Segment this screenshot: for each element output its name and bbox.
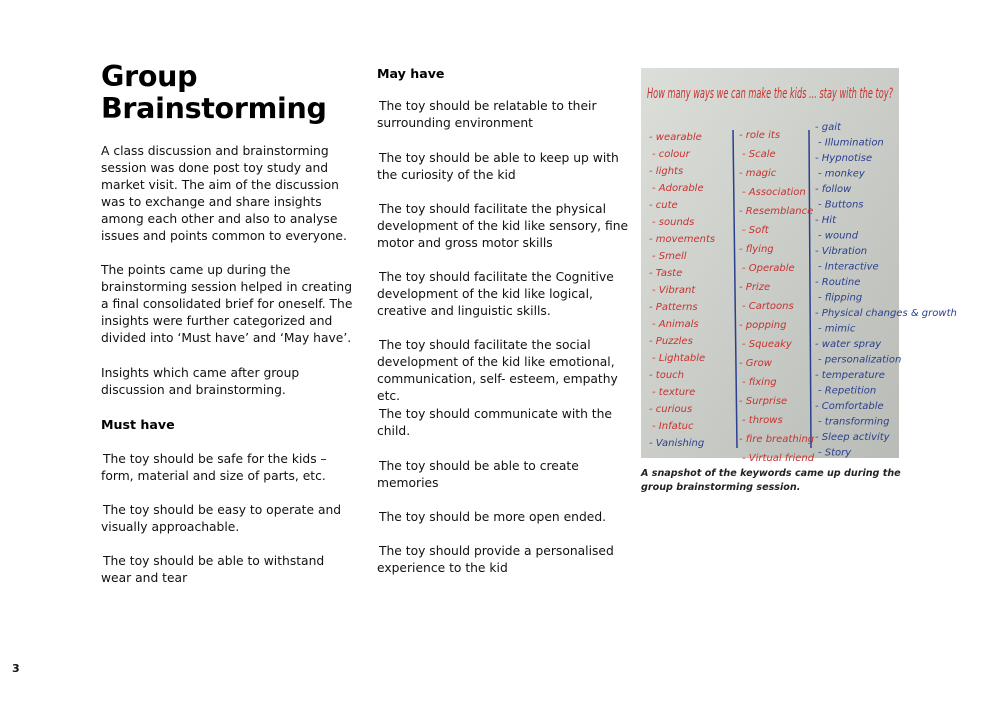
whiteboard-word: - cute [649, 200, 678, 211]
may-have-item: The toy should be able to create memories [377, 459, 579, 491]
whiteboard-drawing [641, 68, 957, 464]
whiteboard-word: - Virtual friend [742, 453, 815, 464]
whiteboard-word: - Cartoons [742, 301, 794, 312]
must-have-item: The toy should be able to withstand wear and tear [101, 554, 325, 586]
whiteboard-word: - transforming [818, 416, 890, 428]
whiteboard-word: - Patterns [649, 302, 698, 313]
whiteboard-word: - Squeaky [742, 339, 792, 350]
whiteboard-word: - gait [815, 122, 841, 133]
whiteboard-word: - Vibration [815, 246, 868, 257]
whiteboard-word: - follow [815, 184, 852, 195]
whiteboard-word: - wearable [649, 132, 702, 143]
whiteboard-word: - Repetition [818, 385, 877, 397]
whiteboard-word: - Taste [649, 268, 683, 279]
whiteboard-word: - Puzzles [649, 336, 693, 347]
page-title: Group Brainstorming [101, 60, 327, 125]
whiteboard-word: - Adorable [652, 183, 704, 194]
whiteboard-word: - Hypnotise [815, 153, 873, 164]
whiteboard-photo [641, 68, 957, 464]
whiteboard-word: - Story [818, 447, 852, 459]
whiteboard-word: - Infatuc [652, 421, 694, 432]
whiteboard-word: - Resemblance [739, 206, 814, 217]
whiteboard-word: - Operable [742, 263, 795, 274]
may-have-item: The toy should be relatable to their surrounding environment [377, 99, 597, 131]
whiteboard-word: - flipping [818, 292, 863, 304]
whiteboard-word: - Animals [652, 319, 699, 330]
whiteboard-word: - personalization [818, 354, 902, 366]
whiteboard-word: - Prize [739, 282, 771, 293]
intro-paragraph-3: Insights which came after group discussion and brainstorming. [101, 366, 300, 398]
whiteboard-word: - colour [652, 149, 690, 160]
whiteboard-word: - Grow [739, 358, 772, 369]
whiteboard-word: - fire breathing [739, 434, 815, 445]
whiteboard-word: - Lightable [652, 353, 706, 364]
whiteboard-word: - temperature [815, 370, 885, 381]
whiteboard-word: - Scale [742, 149, 776, 160]
whiteboard-word: - mimic [818, 323, 856, 335]
may-have-item: The toy should facilitate the social development of the kid like emotional, communication, self- esteem, empathy etc. [377, 338, 618, 404]
whiteboard-word: - texture [652, 387, 696, 398]
whiteboard-word: - throws [742, 415, 783, 426]
whiteboard-word: - Comfortable [815, 401, 884, 412]
whiteboard-word: - Physical changes & growth [815, 308, 957, 319]
whiteboard-word: - Sleep activity [815, 432, 890, 443]
may-have-heading: May have [377, 66, 445, 81]
whiteboard-word: - sounds [652, 217, 695, 228]
whiteboard-word: - Vibrant [652, 285, 696, 296]
may-have-item: The toy should facilitate the Cognitive development of the kid like logical, creative and linguistic skills. [377, 270, 614, 319]
whiteboard-heading: How many ways we can make the kids ... stay with the toy? [647, 86, 894, 102]
whiteboard-word: - popping [739, 320, 787, 331]
may-have-item: The toy should facilitate the physical development of the kid like sensory, fine motor and gross motor skills [377, 202, 629, 251]
whiteboard-word: - flying [739, 244, 774, 255]
whiteboard-word: - Hit [815, 215, 837, 226]
whiteboard-word: - monkey [818, 168, 865, 180]
whiteboard-word: - Buttons [818, 199, 864, 211]
whiteboard-word: - lights [649, 166, 684, 177]
must-have-item: The toy should be easy to operate and visually approachable. [101, 503, 342, 535]
whiteboard-word: - movements [649, 234, 716, 245]
must-have-heading: Must have [101, 417, 175, 432]
whiteboard-word: - Interactive [818, 261, 879, 273]
whiteboard-word: - Surprise [739, 396, 788, 407]
photo-caption: A snapshot of the keywords came up during the group brainstorming session. [641, 468, 901, 494]
whiteboard-word: - fixing [742, 377, 777, 388]
whiteboard-word: - Soft [742, 225, 769, 236]
may-have-item: The toy should provide a personalised experience to the kid [377, 544, 614, 576]
whiteboard-word: - Illumination [818, 137, 884, 149]
whiteboard-word: - Routine [815, 277, 861, 288]
intro-paragraph-2: The points came up during the brainstorming session helped in creating a final consolidated brief for oneself. The insights were further categorized and divided into ‘Must have’ and ‘May have’. [101, 263, 353, 346]
whiteboard-word: - magic [739, 168, 777, 179]
whiteboard-word: - water spray [815, 339, 882, 350]
must-have-item: The toy should be safe for the kids – form, material and size of parts, etc. [101, 452, 327, 484]
whiteboard-word: - Association [742, 187, 806, 198]
may-have-item: The toy should communicate with the child. [377, 407, 612, 439]
whiteboard-word: - curious [649, 404, 693, 415]
intro-paragraph-1: A class discussion and brainstorming session was done post toy study and market visit. The aim of the discussion was to exchange and share insights among each other and also to analyse issues and points common to everyone. [101, 144, 347, 244]
whiteboard-word: - Smell [652, 251, 687, 262]
may-have-item: The toy should be more open ended. [379, 510, 607, 524]
whiteboard-word: - Vanishing [649, 438, 705, 449]
whiteboard-word: - role its [739, 130, 781, 141]
whiteboard-word: - wound [818, 230, 859, 242]
whiteboard-word: - touch [649, 370, 684, 381]
page-number: 3 [12, 662, 20, 675]
may-have-item: The toy should be able to keep up with the curiosity of the kid [377, 151, 619, 183]
